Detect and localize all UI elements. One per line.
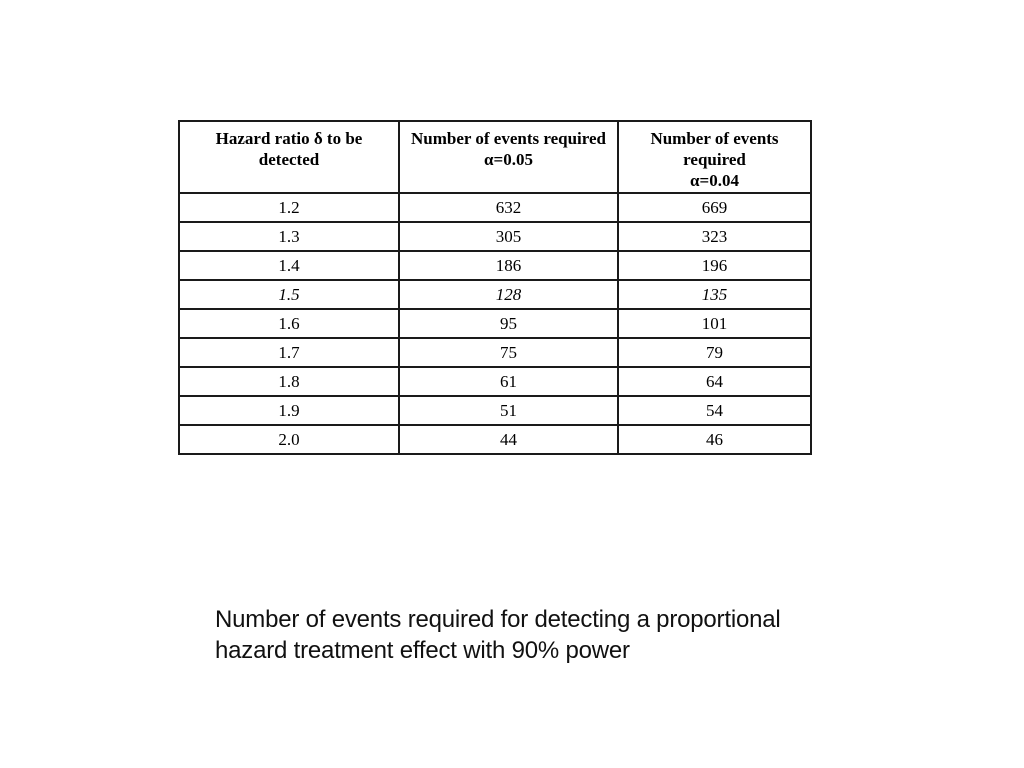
caption-line-1: Number of events required for detecting a proportional xyxy=(215,606,781,633)
header-line: α=0.04 xyxy=(690,171,739,190)
table-row xyxy=(179,251,811,280)
column-header-events-alpha-005 xyxy=(399,121,618,193)
table-row-emphasized xyxy=(179,280,811,309)
events-004-cell: 64 xyxy=(618,367,811,396)
events-005-cell: 44 xyxy=(399,425,618,454)
events-required-table xyxy=(178,120,812,455)
events-004-cell: 79 xyxy=(618,338,811,367)
hazard-ratio-cell: 1.7 xyxy=(179,338,399,367)
events-005-cell: 632 xyxy=(399,193,618,222)
slide-caption xyxy=(215,604,781,666)
events-005-cell: 128 xyxy=(399,280,618,309)
hazard-ratio-cell: 1.8 xyxy=(179,367,399,396)
events-004-cell: 101 xyxy=(618,309,811,338)
table-row xyxy=(179,193,811,222)
hazard-ratio-cell: 1.4 xyxy=(179,251,399,280)
events-005-cell: 305 xyxy=(399,222,618,251)
events-004-cell: 135 xyxy=(618,280,811,309)
hazard-ratio-cell: 2.0 xyxy=(179,425,399,454)
hazard-ratio-cell: 1.2 xyxy=(179,193,399,222)
events-005-cell: 51 xyxy=(399,396,618,425)
hazard-ratio-cell: 1.9 xyxy=(179,396,399,425)
events-005-cell: 75 xyxy=(399,338,618,367)
events-005-cell: 186 xyxy=(399,251,618,280)
header-line: Hazard ratio δ to be xyxy=(215,129,363,148)
table-row xyxy=(179,309,811,338)
header-line: α=0.05 xyxy=(484,150,533,169)
table-row xyxy=(179,222,811,251)
header-line: detected xyxy=(258,150,320,169)
column-header-hazard-ratio xyxy=(179,121,399,193)
events-004-cell: 669 xyxy=(618,193,811,222)
header-line: Number of events required xyxy=(410,129,607,148)
hazard-ratio-cell: 1.5 xyxy=(179,280,399,309)
events-004-cell: 196 xyxy=(618,251,811,280)
events-004-cell: 46 xyxy=(618,425,811,454)
table-header-row xyxy=(179,121,811,193)
table-row xyxy=(179,338,811,367)
events-004-cell: 54 xyxy=(618,396,811,425)
table-row xyxy=(179,425,811,454)
events-005-cell: 61 xyxy=(399,367,618,396)
hazard-ratio-cell: 1.6 xyxy=(179,309,399,338)
header-line: required xyxy=(683,150,746,169)
table-row xyxy=(179,367,811,396)
events-005-cell: 95 xyxy=(399,309,618,338)
table-row xyxy=(179,396,811,425)
caption-line-2: hazard treatment effect with 90% power xyxy=(215,637,630,664)
hazard-ratio-cell: 1.3 xyxy=(179,222,399,251)
column-header-events-alpha-004 xyxy=(618,121,811,193)
events-004-cell: 323 xyxy=(618,222,811,251)
header-line: Number of events xyxy=(650,129,779,148)
